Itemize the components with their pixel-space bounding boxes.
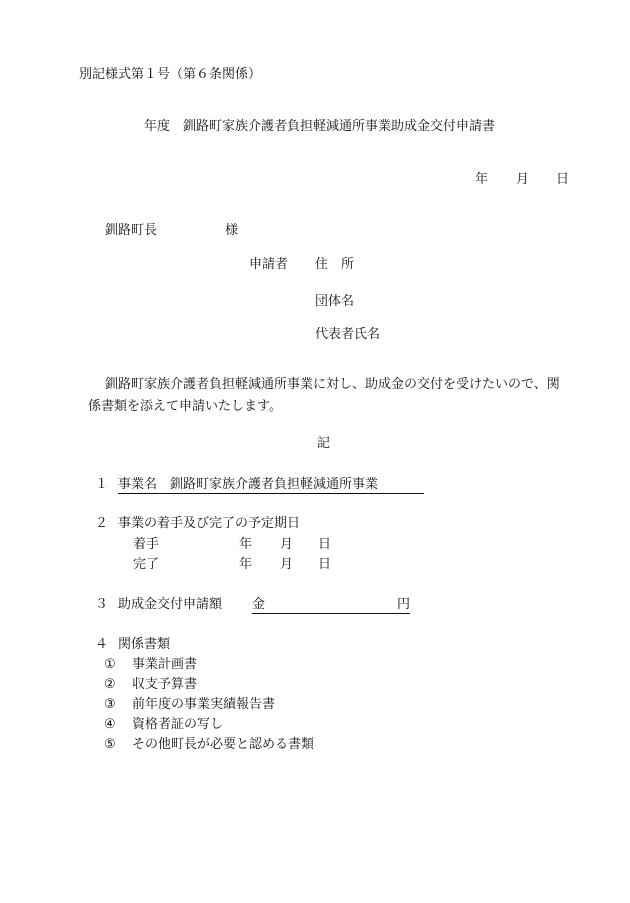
- body-line-2: 係書類を添えて申請いたします。: [88, 399, 282, 414]
- item-2-start-year: 年: [239, 537, 253, 552]
- addressee-name: 釧路町長: [105, 223, 158, 238]
- item-4-label: 関係書類: [118, 637, 171, 652]
- item-3-number: ３: [95, 597, 109, 612]
- ki-heading: 記: [317, 436, 331, 451]
- doc-4-text: 資格者証の写し: [132, 717, 224, 732]
- addressee-honorific: 様: [225, 223, 239, 238]
- item-2-number: ２: [95, 516, 109, 531]
- date-month: 月: [516, 172, 530, 187]
- form-label: 別記様式第１号（第６条関係）: [79, 67, 262, 82]
- item-4-number: ４: [95, 637, 109, 652]
- item-1-value: 釧路町家族介護者負担軽減通所事業: [170, 477, 379, 492]
- body-line-1: 釧路町家族介護者負担軽減通所事業に対し、助成金の交付を受けたいので、関: [105, 377, 560, 392]
- item-1-number: １: [95, 477, 109, 492]
- date-year: 年: [475, 172, 489, 187]
- item-2-start-month: 月: [280, 537, 294, 552]
- item-3-label: 助成金交付申請額: [118, 597, 223, 612]
- item-2-end-month: 月: [280, 557, 294, 572]
- doc-3-text: 前年度の事業実績報告書: [132, 697, 276, 712]
- item-2-start-day: 日: [318, 537, 332, 552]
- applicant-label: 申請者: [249, 257, 289, 272]
- item-2-start-label: 着手: [133, 537, 160, 552]
- applicant-representative-label: 代表者氏名: [315, 327, 381, 342]
- amount-field: [252, 598, 410, 614]
- document-title: 年度 釧路町家族介護者負担軽減通所事業助成金交付申請書: [144, 119, 496, 134]
- doc-5-mark: ⑤: [104, 737, 116, 752]
- doc-4-mark: ④: [104, 717, 116, 732]
- amount-prefix: 金: [252, 597, 266, 612]
- applicant-organization-label: 団体名: [315, 294, 355, 309]
- applicant-address-label: 住 所: [315, 257, 355, 272]
- doc-1-text: 事業計画書: [132, 657, 198, 672]
- date-day: 日: [556, 172, 570, 187]
- item-2-end-year: 年: [239, 557, 253, 572]
- item-2-label: 事業の着手及び完了の予定期日: [118, 516, 301, 531]
- doc-2-mark: ②: [104, 677, 116, 692]
- amount-suffix: 円: [396, 597, 410, 612]
- item-2-end-day: 日: [318, 557, 332, 572]
- doc-1-mark: ①: [104, 657, 116, 672]
- doc-3-mark: ③: [104, 697, 116, 712]
- doc-2-text: 収支予算書: [132, 677, 198, 692]
- item-2-end-label: 完了: [133, 557, 160, 572]
- doc-5-text: その他町長が必要と認める書類: [132, 737, 315, 752]
- item-1-label: 事業名: [118, 477, 158, 492]
- item-1-field: [118, 478, 424, 494]
